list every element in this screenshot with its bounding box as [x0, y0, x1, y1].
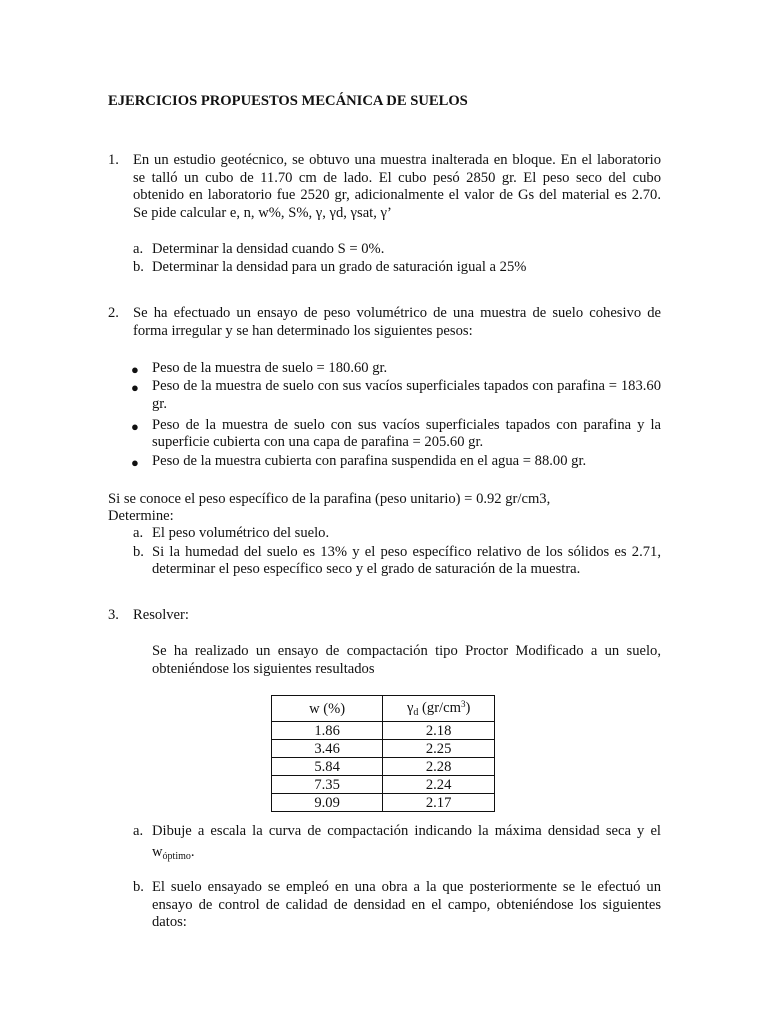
- bullet-icon: ●: [131, 455, 139, 470]
- gamma-symbol: γ: [406, 700, 414, 716]
- bullet-item-2-line: gr.: [152, 396, 167, 412]
- table-row: [272, 758, 495, 776]
- exercise-1-line: En un estudio geotécnico, se obtuvo una muestra inalterada en bloque. En el laboratorio: [133, 152, 661, 168]
- exercise-3-item-b-line: ensayo de control de calidad de densidad en el campo, obteniéndose los siguientes: [152, 897, 661, 913]
- exercise-1-item-b-marker: b.: [133, 259, 144, 275]
- bullet-item-1: Peso de la muestra de suelo = 180.60 gr.: [152, 360, 388, 376]
- exercise-1-item-a-marker: a.: [133, 241, 144, 257]
- compaction-table: [271, 695, 495, 812]
- table-header-gamma-d: [383, 696, 495, 722]
- exercise-3-item-b-marker: b.: [133, 879, 144, 895]
- table-header-w: w (%): [272, 696, 383, 722]
- table-cell-w: 7.35: [272, 776, 383, 794]
- exercise-2-known: Si se conoce el peso específico de la parafina (peso unitario) = 0.92 gr/cm3,: [108, 491, 551, 507]
- bullet-item-3-line: Peso de la muestra de suelo con sus vacíos superficiales tapados con parafina y la: [152, 417, 661, 433]
- exercise-3-item-a-line2: [152, 844, 195, 865]
- table-cell-gamma-d: 2.25: [383, 740, 495, 758]
- bullet-item-3-line: superficie cubierta con una capa de parafina = 205.60 gr.: [152, 434, 484, 450]
- exercise-2-number: 2.: [108, 305, 119, 321]
- exercise-2-line: forma irregular y se han determinado los siguientes pesos:: [133, 323, 473, 339]
- gamma-subscript: d: [413, 707, 419, 718]
- bullet-item-2-line: Peso de la muestra de suelo con sus vacíos superficiales tapados con parafina = 183.60: [152, 378, 661, 394]
- table-cell-gamma-d: 2.17: [383, 794, 495, 812]
- exercise-1-item-a-text: Determinar la densidad cuando S = 0%.: [152, 241, 385, 257]
- exercise-2-item-b-line: determinar el peso específico seco y el grado de saturación de la muestra.: [152, 561, 581, 577]
- exercise-3-number: 3.: [108, 607, 119, 623]
- bullet-icon: ●: [131, 362, 139, 377]
- exercise-3-intro-line: obteniéndose los siguientes resultados: [152, 661, 375, 677]
- w-end: .: [190, 844, 195, 860]
- gamma-unit: (gr/cm: [418, 700, 461, 716]
- exercise-3-heading: Resolver:: [133, 607, 189, 623]
- exercise-2-line: Se ha efectuado un ensayo de peso volumétrico de una muestra de suelo cohesivo de: [133, 305, 661, 321]
- w-subscript: óptimo: [162, 851, 191, 862]
- exercise-2-item-a-text: El peso volumétrico del suelo.: [152, 525, 330, 541]
- gamma-unit-superscript: 3: [460, 699, 466, 709]
- exercise-1-line: obtenido en laboratorio fue 2520 gr, adicionalmente el valor de Gs del material es 2.70.: [133, 187, 661, 203]
- table-row: [272, 776, 495, 794]
- exercise-2-item-a-marker: a.: [133, 525, 144, 541]
- table-cell-w: 1.86: [272, 722, 383, 740]
- exercise-3-intro-line: Se ha realizado un ensayo de compactación tipo Proctor Modificado a un suelo,: [152, 643, 661, 659]
- exercise-1-item-b-text: Determinar la densidad para un grado de saturación igual a 25%: [152, 259, 527, 275]
- table-cell-w: 3.46: [272, 740, 383, 758]
- gamma-unit-close: ): [465, 700, 471, 716]
- exercise-2-item-b-line: Si la humedad del suelo es 13% y el peso específico relativo de los sólidos es 2.71,: [152, 544, 661, 560]
- exercise-2-item-b-marker: b.: [133, 544, 144, 560]
- w-symbol: w: [152, 844, 163, 860]
- table-row: [272, 740, 495, 758]
- exercise-3-item-b-line: datos:: [152, 914, 187, 930]
- exercise-1-line: Se pide calcular e, n, w%, S%, γ, γd, γsat, γ’: [133, 205, 392, 221]
- table-cell-gamma-d: 2.18: [383, 722, 495, 740]
- exercise-2-determine: Determine:: [108, 508, 174, 524]
- exercise-3-item-a-marker: a.: [133, 823, 144, 839]
- exercise-1-number: 1.: [108, 152, 119, 168]
- table-header-row: [272, 696, 495, 722]
- table-row: [272, 722, 495, 740]
- table-cell-w: 9.09: [272, 794, 383, 812]
- bullet-item-4: Peso de la muestra cubierta con parafina suspendida en el agua = 88.00 gr.: [152, 453, 587, 469]
- table-cell-gamma-d: 2.28: [383, 758, 495, 776]
- exercise-3-item-a-line: Dibuje a escala la curva de compactación indicando la máxima densidad seca y el: [152, 823, 661, 839]
- table-row: [272, 794, 495, 812]
- bullet-icon: ●: [131, 380, 139, 395]
- exercise-1-line: se talló un cubo de 11.70 cm de lado. El cubo pesó 2850 gr. El peso seco del cubo: [133, 170, 661, 186]
- table-cell-w: 5.84: [272, 758, 383, 776]
- bullet-icon: ●: [131, 419, 139, 434]
- exercise-3-item-b-line: El suelo ensayado se empleó en una obra a la que posteriormente se le efectuó un: [152, 879, 661, 895]
- table-cell-gamma-d: 2.24: [383, 776, 495, 794]
- page-title: EJERCICIOS PROPUESTOS MECÁNICA DE SUELOS: [108, 93, 468, 109]
